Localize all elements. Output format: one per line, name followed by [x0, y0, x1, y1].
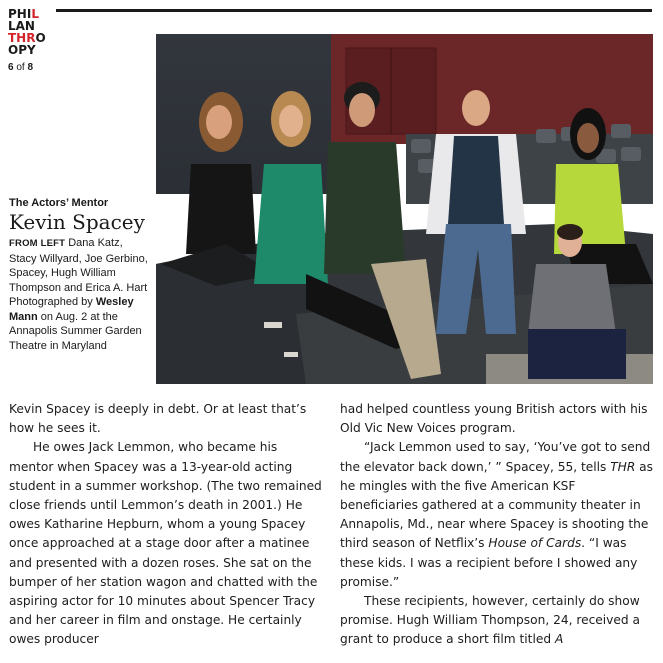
article-paragraph: He owes Jack Lemmon, who became his mentor when Spacey was a 13-year-old acting student in a summer workshop. (The two remained close friends until Lemmon’s death in 2001.) He owes Katharine Hepburn, whom a young Spacey once approached at a stage door after a matinee and presented with a dozen roses. She sat on the bumper of her station wagon and chatted with the aspiring actor for 10 minutes about Spencer Tracy and her career in film and onstage. He certainly owes producer: [9, 440, 322, 647]
article-column-right: [340, 400, 653, 650]
article-paragraph: [340, 438, 653, 592]
page-of: of: [16, 62, 25, 73]
caption-people: Dana Katz, Stacy Willyard, Joe Gerbino, Spacey, Hugh William Thompson and Erica A. Hart: [9, 237, 148, 294]
page-total: 8: [27, 62, 34, 73]
article-paragraph: had helped countless young British actors with his Old Vic New Voices program.: [340, 402, 648, 436]
article-paragraph: [340, 592, 653, 650]
logo-line-1-accent: L: [31, 7, 39, 21]
gallery-page-counter: [8, 62, 33, 73]
caption-body: [9, 236, 151, 353]
film-title-start: A: [554, 632, 564, 647]
article-text: as he mingles with the five American KSF beneficiaries gathered at a community theater in Annapolis, Md., near where Spacey is shooting the third season of Netflix’s: [340, 459, 654, 551]
photo-illustration: [156, 34, 653, 384]
logo-line-3: THR: [8, 31, 36, 45]
logo-line-4: OPY: [8, 43, 36, 57]
article-column-left: [9, 400, 322, 650]
article-paragraph: Kevin Spacey is deeply in debt. Or at least that’s how he sees it.: [9, 402, 307, 436]
magazine-section-logo: [8, 8, 48, 56]
header-rule: [56, 9, 652, 12]
logo-line-1: PHI: [8, 7, 32, 21]
page-current: 6: [8, 62, 14, 73]
article-text: . “I was these kids. I was a recipient before I showed any promise.”: [340, 536, 638, 589]
caption-photo-details: on Aug. 2 at the Annapolis Summer Garden Theatre in Maryland: [9, 310, 142, 352]
publication-name: THR: [610, 459, 636, 474]
caption-from-left: FROM LEFT: [9, 238, 66, 249]
show-title: House of Cards: [488, 536, 582, 551]
article-text: These recipients, however, certainly do show promise. Hugh William Thompson, 24, received a grant to produce a short film titled: [340, 594, 640, 647]
photo-caption: [9, 197, 151, 353]
caption-photographer: Wesley Mann: [9, 296, 134, 323]
article-text: “Jack Lemmon used to say, ‘You’ve got to send the elevator back down,’ ” Spacey, 55, tells: [340, 440, 651, 474]
caption-subject-name: Kevin Spacey: [9, 210, 145, 234]
caption-photo-by: Photographed by: [9, 296, 93, 308]
logo-line-3-end: O: [35, 31, 46, 45]
group-portrait-photo: [156, 34, 653, 384]
caption-kicker: The Actors’ Mentor: [9, 197, 109, 209]
logo-line-2: LAN: [8, 19, 35, 33]
